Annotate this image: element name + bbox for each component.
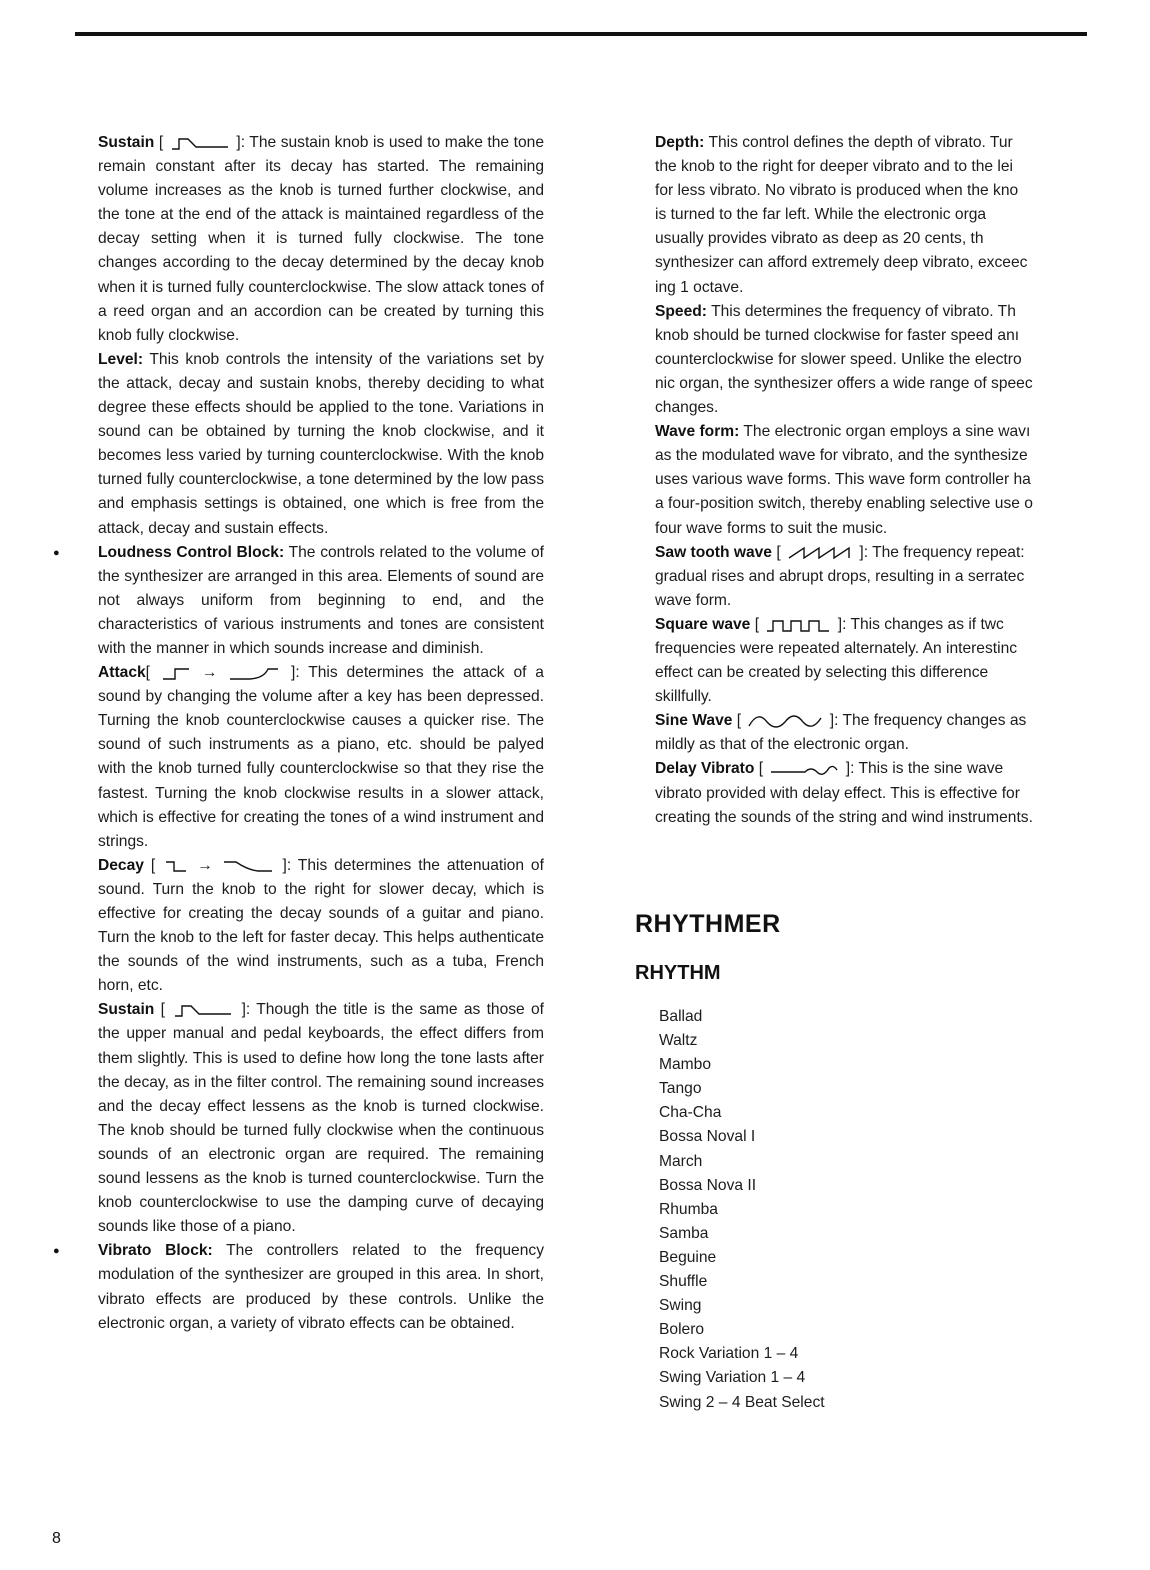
sustain-term: Sustain	[98, 134, 155, 151]
decay-paragraph	[98, 854, 544, 999]
waveform-line: as the modulated wave for vibrato, and the synthesize	[655, 447, 1028, 465]
rhythm-item: Bossa Noval I	[659, 1128, 756, 1146]
rhythm-list	[659, 1005, 825, 1415]
vibrato-block-paragraph	[98, 1239, 544, 1335]
sawtooth-wave-icon	[787, 545, 853, 559]
depth-line: ing 1 octave.	[655, 278, 744, 296]
waveform-line: uses various wave forms. This wave form controller ha	[655, 471, 1031, 489]
sawtooth-text: ]: The frequency repeat:	[859, 543, 1025, 561]
rhythm-item: Bolero	[659, 1321, 705, 1339]
vibrato-block-term: Vibrato Block:	[98, 1242, 213, 1260]
sawtooth-line: gradual rises and abrupt drops, resulting in a serratec	[655, 567, 1025, 585]
top-rule	[75, 32, 1087, 36]
speed-line: knob should be turned clockwise for faster speed anı	[655, 326, 1020, 344]
loudness-block-text: The controls related to the volume of the synthesizer are arranged in this area. Elements of sound are not always uniform from beginning to end, and the characteristics of various instruments and tones are consistent with the manner in which sounds increase and diminish.	[98, 543, 544, 657]
depth-term: Depth:	[655, 134, 705, 151]
decay-term: Decay	[98, 856, 144, 874]
right-column	[655, 131, 1098, 830]
sawtooth-term: Saw tooth wave	[655, 543, 772, 561]
rhythm-item: Swing 2 – 4 Beat Select	[659, 1393, 825, 1411]
waveform-text: The electronic organ employs a sine wavı	[743, 423, 1031, 441]
square-line-1	[655, 613, 1098, 637]
level-paragraph	[98, 348, 544, 541]
waveform-line: four wave forms to suit the music.	[655, 519, 888, 537]
left-column	[98, 131, 544, 1336]
sine-wave-icon	[747, 714, 823, 728]
slow-decay-icon	[222, 859, 274, 873]
delay-line-1	[655, 757, 1098, 781]
depth-text: This control defines the depth of vibrato. Tur	[708, 134, 1013, 151]
page-number: 8	[52, 1530, 61, 1547]
open-bracket: [	[776, 543, 781, 561]
loudness-block-term: Loudness Control Block:	[98, 543, 285, 561]
speed-line: changes.	[655, 399, 719, 417]
sine-text: ]: The frequency changes as	[829, 712, 1027, 730]
depth-line: for less vibrato. No vibrato is produced when the kno	[655, 182, 1019, 200]
speed-text: This determines the frequency of vibrato. Th	[711, 302, 1016, 320]
waveform-line: a four-position switch, thereby enabling selective use o	[655, 495, 1033, 513]
rhythm-item: Swing Variation 1 – 4	[659, 1369, 806, 1387]
rhythm-item: Mambo	[659, 1056, 711, 1074]
delay-vibrato-icon	[769, 762, 839, 776]
sustain-filter-paragraph	[98, 131, 544, 348]
open-bracket: [	[736, 712, 742, 730]
open-bracket: [	[160, 1001, 165, 1019]
depth-line: usually provides vibrato as deep as 20 cents, th	[655, 230, 984, 248]
level-term: Level:	[98, 350, 144, 368]
square-line: skillfully.	[655, 688, 712, 706]
fast-decay-icon	[164, 859, 188, 873]
attack-text: ]: This determines the attack of a sound by changing the volume after a key has been depressed. Turning the knob counterclockwise causes a quicker rise. The sound of such instruments as a piano, etc. should be palyed with the knob turned fully counterclockwise so that they rise the fastest. Turning the knob clockwise results in a slower attack, which is effective for creating the tones of a wind instrument and strings.	[98, 664, 544, 850]
sine-term: Sine Wave	[655, 712, 733, 730]
open-bracket: [	[158, 134, 164, 151]
fast-attack-icon	[161, 666, 191, 680]
sine-line-1	[655, 709, 1098, 733]
section-title: RHYTHMER	[635, 910, 781, 938]
delay-term: Delay Vibrato	[655, 760, 755, 778]
square-wave-icon	[765, 618, 831, 632]
square-text: ]: This changes as if twc	[837, 615, 1004, 633]
speed-line: nic organ, the synthesizer offers a wide range of speec	[655, 374, 1033, 392]
sawtooth-line-1	[655, 541, 1098, 565]
square-term: Square wave	[655, 615, 751, 633]
rhythm-item: Bossa Nova II	[659, 1176, 757, 1194]
sine-line: mildly as that of the electronic organ.	[655, 736, 909, 754]
rhythm-item: Beguine	[659, 1248, 717, 1266]
vibrato-block-text: The controllers related to the frequency modulation of the synthesizer are grouped in this area. In short, vibrato effects are produced by these controls. Unlike the electronic organ, a variety of vibrato effects can be obtained.	[98, 1242, 544, 1332]
rhythm-item: Tango	[659, 1080, 702, 1098]
depth-line: is turned to the far left. While the electronic orga	[655, 206, 987, 224]
slow-attack-icon	[228, 666, 280, 680]
loudness-block-paragraph	[98, 541, 544, 661]
delay-text: ]: This is the sine wave	[845, 760, 1004, 778]
depth-line-1	[655, 131, 1098, 155]
depth-line: the knob to the right for deeper vibrato and to the lei	[655, 158, 1014, 176]
rhythm-item: Rock Variation 1 – 4	[659, 1345, 799, 1363]
open-bracket: [	[758, 760, 764, 778]
sustain-envelope-icon	[173, 1003, 233, 1017]
sustain-loudness-text: ]: Though the title is the same as those of the upper manual and pedal keyboards, the effect differs from them slightly. This is used to define how long the tone lasts after the decay, as in the filter control. The remaining sound increases and the decay effect lessens as the knob is turned clockwise. The knob should be turned fully clockwise when the continuous sounds of an electronic organ are required. The remaining sound lessens as the knob is turned counterclockwise. Turn the knob counterclockwise to use the damping curve of decaying sounds like those of a piano.	[98, 1001, 545, 1236]
speed-line-1	[655, 300, 1098, 324]
delay-line: vibrato provided with delay effect. This is effective for	[655, 784, 1020, 802]
open-bracket: [	[150, 856, 156, 874]
rhythm-item: Shuffle	[659, 1273, 708, 1291]
open-bracket: [	[754, 615, 760, 633]
waveform-term: Wave form:	[655, 423, 740, 441]
sustain-filter-text: ]: The sustain knob is used to make the tone remain constant after its decay has started. The remaining volume increases as the knob is turned further clockwise, and the tone at the end of the attack is maintained regardless of the decay setting when it is turned fully clockwise. The tone changes according to the decay determined by the decay knob when it is turned fully counterclockwise. The slow attack tones of a reed organ and an accordion can be created by turning this knob fully clockwise.	[98, 134, 545, 344]
rhythm-item: Samba	[659, 1224, 709, 1242]
attack-paragraph	[98, 661, 544, 854]
speed-line: counterclockwise for slower speed. Unlike the electro	[655, 350, 1022, 368]
rhythm-item: Cha-Cha	[659, 1104, 722, 1122]
depth-line: synthesizer can afford extremely deep vibrato, exceec	[655, 254, 1028, 272]
square-line: frequencies were repeated alternately. An interestinc	[655, 639, 1018, 657]
level-text: This knob controls the intensity of the variations set by the attack, decay and sustain knobs, thereby deciding to what degree these effects should be applied to the tone. Variations in sound can be obtained by turning the knob clockwise, and it becomes less varied by turning counterclockwise. With the knob turned fully counterclockwise, a tone determined by the low pass and emphasis settings is obtained, one which is free from the attack, decay and sustain effects.	[98, 350, 544, 537]
arrow: →	[197, 856, 213, 874]
speed-term: Speed:	[655, 302, 707, 320]
open-bracket: [	[145, 664, 151, 682]
section-subtitle: RHYTHM	[635, 962, 721, 984]
rhythm-item: Ballad	[659, 1008, 703, 1025]
decay-text: ]: This determines the attenuation of sound. Turn the knob to the right for slower decay, which is effective for creating the decay sounds of a guitar and piano. Turn the knob to the left for faster decay. This helps authenticate the sounds of the wind instruments, such as a tuba, French horn, etc.	[98, 856, 544, 995]
rhythm-item: Waltz	[659, 1032, 698, 1050]
rhythm-item: Rhumba	[659, 1200, 718, 1218]
rhythm-item: March	[659, 1152, 703, 1170]
sustain-loudness-paragraph	[98, 998, 544, 1239]
arrow: →	[201, 664, 218, 682]
delay-line: creating the sounds of the string and wind instruments.	[655, 808, 1033, 826]
rhythm-item: Swing	[659, 1297, 702, 1315]
sustain-envelope-icon	[170, 136, 230, 150]
sawtooth-line: wave form.	[655, 591, 732, 609]
waveform-line-1	[655, 420, 1098, 444]
sustain-loudness-term: Sustain	[98, 1001, 155, 1019]
square-line: effect can be created by selecting this difference	[655, 664, 989, 682]
attack-term: Attack	[98, 664, 146, 682]
